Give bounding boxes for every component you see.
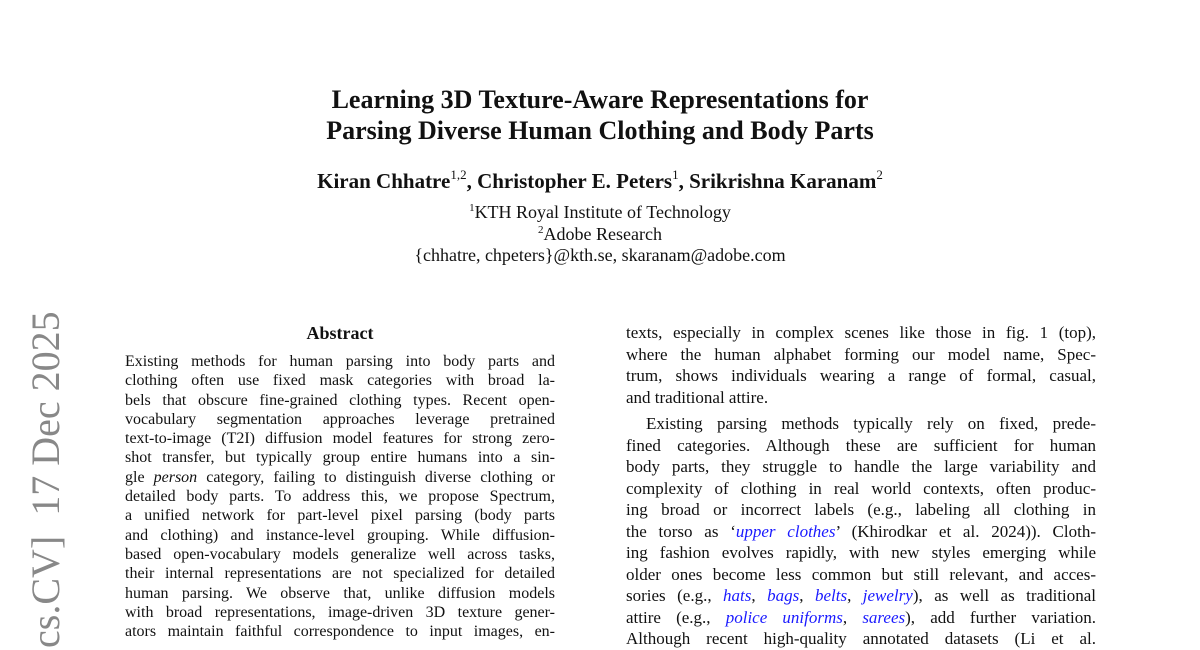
text-run: Although recent high-quality annotated datasets (Li et al. [626, 629, 1096, 648]
title-line-1: Learning 3D Texture-Aware Representations for [331, 85, 869, 114]
text-run: trum, shows individuals wearing a range of formal, casual, [626, 366, 1096, 385]
abstract-column [125, 322, 555, 641]
text-run: , [842, 607, 863, 627]
author-name: Srikrishna Karanam [689, 169, 877, 193]
author-name: Kiran Chhatre [317, 169, 451, 193]
text-run: gle [125, 468, 154, 486]
text-line [125, 410, 555, 429]
text-run: texts, especially in complex scenes like those in fig. 1 (top), [626, 323, 1096, 342]
text-line [626, 456, 1096, 478]
affil-sup: 2 [538, 223, 544, 236]
intro-paragraph-2 [626, 413, 1096, 650]
author-name: Christopher E. Peters [477, 169, 673, 193]
affil-text: KTH Royal Institute of Technology [474, 202, 731, 222]
text-run: Existing methods for human parsing into body parts and [125, 353, 555, 370]
arxiv-stamp: cs.CV] 17 Dec 2025 [23, 311, 68, 648]
text-line [125, 564, 555, 583]
text-run: sories (e.g., [626, 586, 724, 605]
paper-title [0, 84, 1200, 146]
text-line [125, 371, 555, 390]
abstract-body [125, 352, 555, 641]
text-run: ing fashion evolves rapidly, with new styles emerging while [626, 543, 1096, 562]
text-line [125, 506, 555, 525]
text-run: ators maintain faithful correspondence to input images, en- [125, 623, 555, 641]
emphasis: person [153, 468, 198, 486]
text-line [125, 545, 555, 564]
affiliation-2 [0, 224, 1200, 246]
abstract-heading: Abstract [306, 323, 374, 343]
author-sep: , [466, 169, 478, 193]
text-run: vocabulary segmentation approaches leverage pretrained [125, 410, 555, 428]
affil-sup: 1 [469, 202, 475, 214]
affiliations [0, 202, 1200, 267]
citation-link: upper clothes [735, 521, 836, 541]
text-run: , [847, 586, 863, 605]
text-line [125, 526, 555, 545]
text-line [626, 344, 1096, 366]
text-line [626, 542, 1096, 564]
text-run: complexity of clothing in real world contexts, often produc- [626, 478, 1096, 498]
affil-text: Adobe Research [543, 223, 662, 244]
author-sep: , [678, 169, 690, 193]
text-line [626, 564, 1096, 586]
text-run: attire (e.g., [626, 607, 726, 627]
text-run: ), add further variation. [905, 607, 1097, 627]
text-run: and clothing) and instance-level grouping. While diffusion- [125, 526, 555, 544]
text-line [125, 468, 555, 487]
text-run: , [751, 586, 768, 605]
text-run: text-to-image (T2I) diffusion model features for strong zero- [125, 430, 555, 448]
text-run: older ones become less common but still relevant, and acces- [626, 564, 1096, 584]
affiliation-1 [0, 202, 1200, 224]
author-affil-sup: 1,2 [450, 167, 467, 182]
text-line [626, 365, 1096, 387]
text-line [626, 585, 1096, 607]
text-line [125, 429, 555, 448]
text-run: with broad representations, image-driven 3D texture gener- [125, 603, 555, 621]
text-line [125, 352, 555, 371]
text-line [626, 478, 1096, 500]
intro-paragraph-1 [626, 322, 1096, 408]
text-line [626, 435, 1096, 457]
text-run: body parts, they struggle to handle the large variability and [626, 457, 1096, 476]
citation-link: belts [814, 586, 848, 605]
citation-link: jewelry [862, 586, 913, 605]
text-line [626, 499, 1096, 521]
text-run: where the human alphabet forming our model name, Spec- [626, 344, 1096, 364]
text-run: clothing often use fixed mask categories with broad la- [125, 372, 555, 390]
title-line-2: Parsing Diverse Human Clothing and Body Parts [326, 116, 874, 145]
author-affil-sup: 2 [876, 167, 883, 182]
text-run: a unified network for part-level pixel parsing (body parts [125, 507, 555, 525]
intro-column [626, 322, 1096, 650]
text-run: , [799, 586, 815, 605]
text-line [125, 448, 555, 467]
text-run: their internal representations are not specialized for detailed [125, 565, 555, 583]
author-emails: {chhatre, chpeters}@kth.se, skaranam@adobe.com [414, 245, 786, 265]
text-line [626, 387, 1096, 409]
text-run: fined categories. Although these are sufficient for human [626, 435, 1096, 455]
text-run: shot transfer, but typically group entire humans into a sin- [125, 449, 555, 467]
text-line [125, 487, 555, 506]
text-run: ing broad or incorrect labels (e.g., labeling all clothing in [626, 500, 1096, 519]
text-run: Existing parsing methods typically rely on fixed, prede- [646, 414, 1096, 433]
text-run: detailed body parts. To address this, we propose Spectrum, [125, 488, 555, 506]
text-run: ’ (Khirodkar et al. 2024)). Cloth- [835, 521, 1096, 541]
text-line [626, 607, 1096, 629]
text-line [125, 603, 555, 622]
citation-link: bags [767, 586, 800, 605]
text-run: human parsing. We observe that, unlike diffusion models [125, 584, 555, 602]
text-run: and traditional attire. [626, 387, 769, 407]
text-run: ), as well as traditional [912, 586, 1097, 605]
citation-link: hats [723, 586, 752, 605]
text-run: based open-vocabulary models generalize well across tasks, [125, 545, 555, 563]
citation-link: sarees [862, 607, 906, 627]
author-affil-sup: 1 [672, 167, 679, 182]
text-run: bels that obscure fine-grained clothing types. Recent open- [125, 391, 555, 409]
text-line [626, 628, 1096, 650]
text-line [626, 521, 1096, 543]
text-run: the torso as ‘ [626, 521, 736, 541]
text-run: category, failing to distinguish diverse clothing or [197, 468, 556, 486]
text-line [125, 622, 555, 641]
text-line [125, 391, 555, 410]
text-line [626, 322, 1096, 344]
author-list [0, 168, 1200, 194]
citation-link: police uniforms [725, 607, 843, 627]
text-line [125, 584, 555, 603]
text-line [626, 413, 1096, 435]
